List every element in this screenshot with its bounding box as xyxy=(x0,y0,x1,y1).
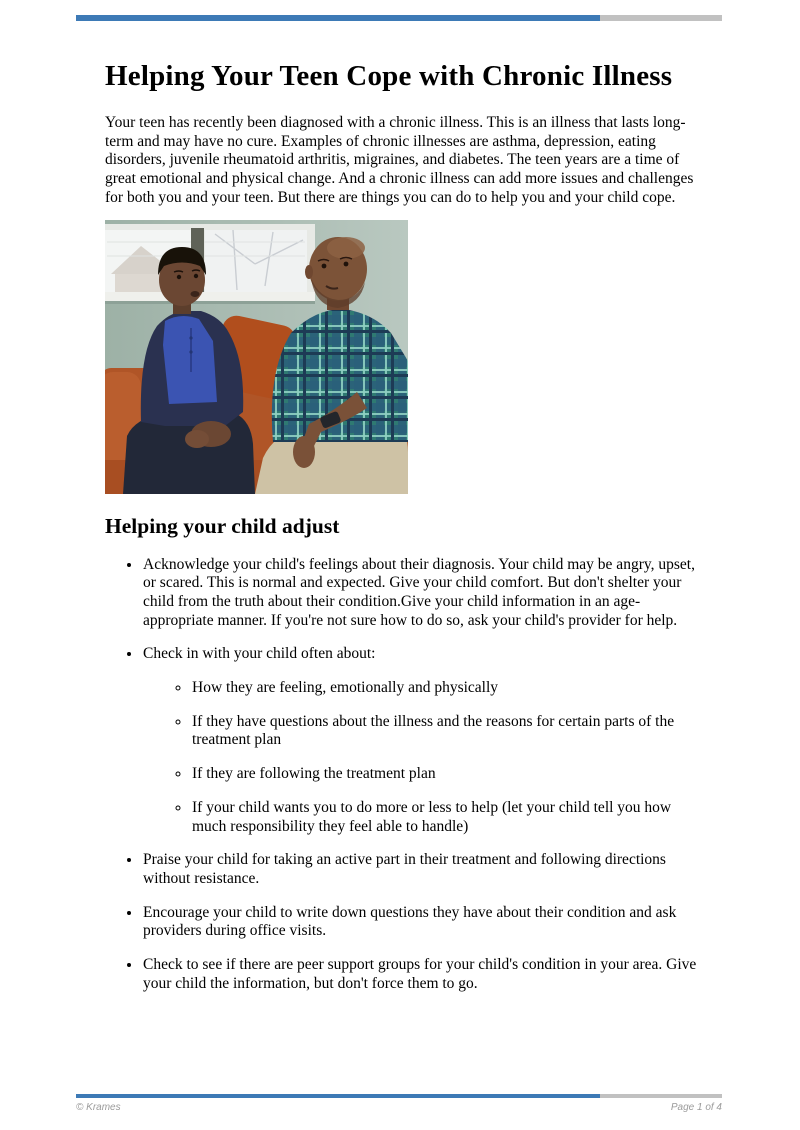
document-body xyxy=(105,0,697,1008)
footer-rule-bar xyxy=(76,1094,722,1098)
sub-list-item: ◦ If they have questions about the illness and the reasons for certain parts of the treatment plan xyxy=(191,713,697,750)
sub-list-item: ◦ If your child wants you to do more or less to help (let your child tell you how much responsibility they feel able to handle) xyxy=(191,799,697,836)
sub-list-item: ◦ If they are following the treatment plan xyxy=(191,765,697,784)
footer-rule-gray-segment xyxy=(600,1094,722,1098)
footer-page-number: Page 1 of 4 xyxy=(670,1102,722,1113)
section-heading: Helping your child adjust xyxy=(105,513,340,538)
intro-paragraph: Your teen has recently been diagnosed with a chronic illness. This is an illness that lasts long-term and may have no cure. Examples of chronic illnesses are asthma, depression, eating disorders, juvenile rheumatoid arthritis, migraines, and diabetes. The teen years are a time of great emotional and physical change. And a chronic illness can add more issues and challenges for both you and your teen. But there are things you can do to help you and your child cope. xyxy=(105,114,694,206)
list-item: • Praise your child for taking an active part in their treatment and following directions without resistance. xyxy=(142,851,697,888)
window xyxy=(105,224,315,304)
adjust-list xyxy=(105,556,697,994)
couch-conversation-photo xyxy=(105,220,408,494)
page-footer xyxy=(76,1094,722,1113)
article-photo xyxy=(105,220,408,494)
list-item: • Check in with your child often about: ◦ How they are feeling, emotionally and physically ◦ If they have questions about the illness and the reasons for certain parts of the treatment plan ◦ If they are following the treatment plan ◦ If your child wants you to do more or less to help (let your child tell you how much responsibility they feel able to handle) xyxy=(142,645,697,836)
sub-list xyxy=(143,679,697,836)
footer-rule-blue-segment xyxy=(76,1094,600,1098)
list-item: • Check to see if there are peer support groups for your child's condition in your area. Give your child the information, but don't force them to go. xyxy=(142,956,697,993)
sub-list-item: ◦ How they are feeling, emotionally and physically xyxy=(191,679,697,698)
list-item: • Encourage your child to write down questions they have about their condition and ask providers during office visits. xyxy=(142,904,697,941)
page-title: Helping Your Teen Cope with Chronic Illness xyxy=(105,60,673,92)
list-item: • Acknowledge your child's feelings about their diagnosis. Your child may be angry, upset, or scared. This is normal and expected. Give your child comfort. But don't shelter your child from the truth about their condition.Give your child information in an age-appropriate manner. If you're not sure how to do so, ask your child's provider for help. xyxy=(142,556,697,631)
footer-copyright: © Krames xyxy=(76,1102,121,1113)
